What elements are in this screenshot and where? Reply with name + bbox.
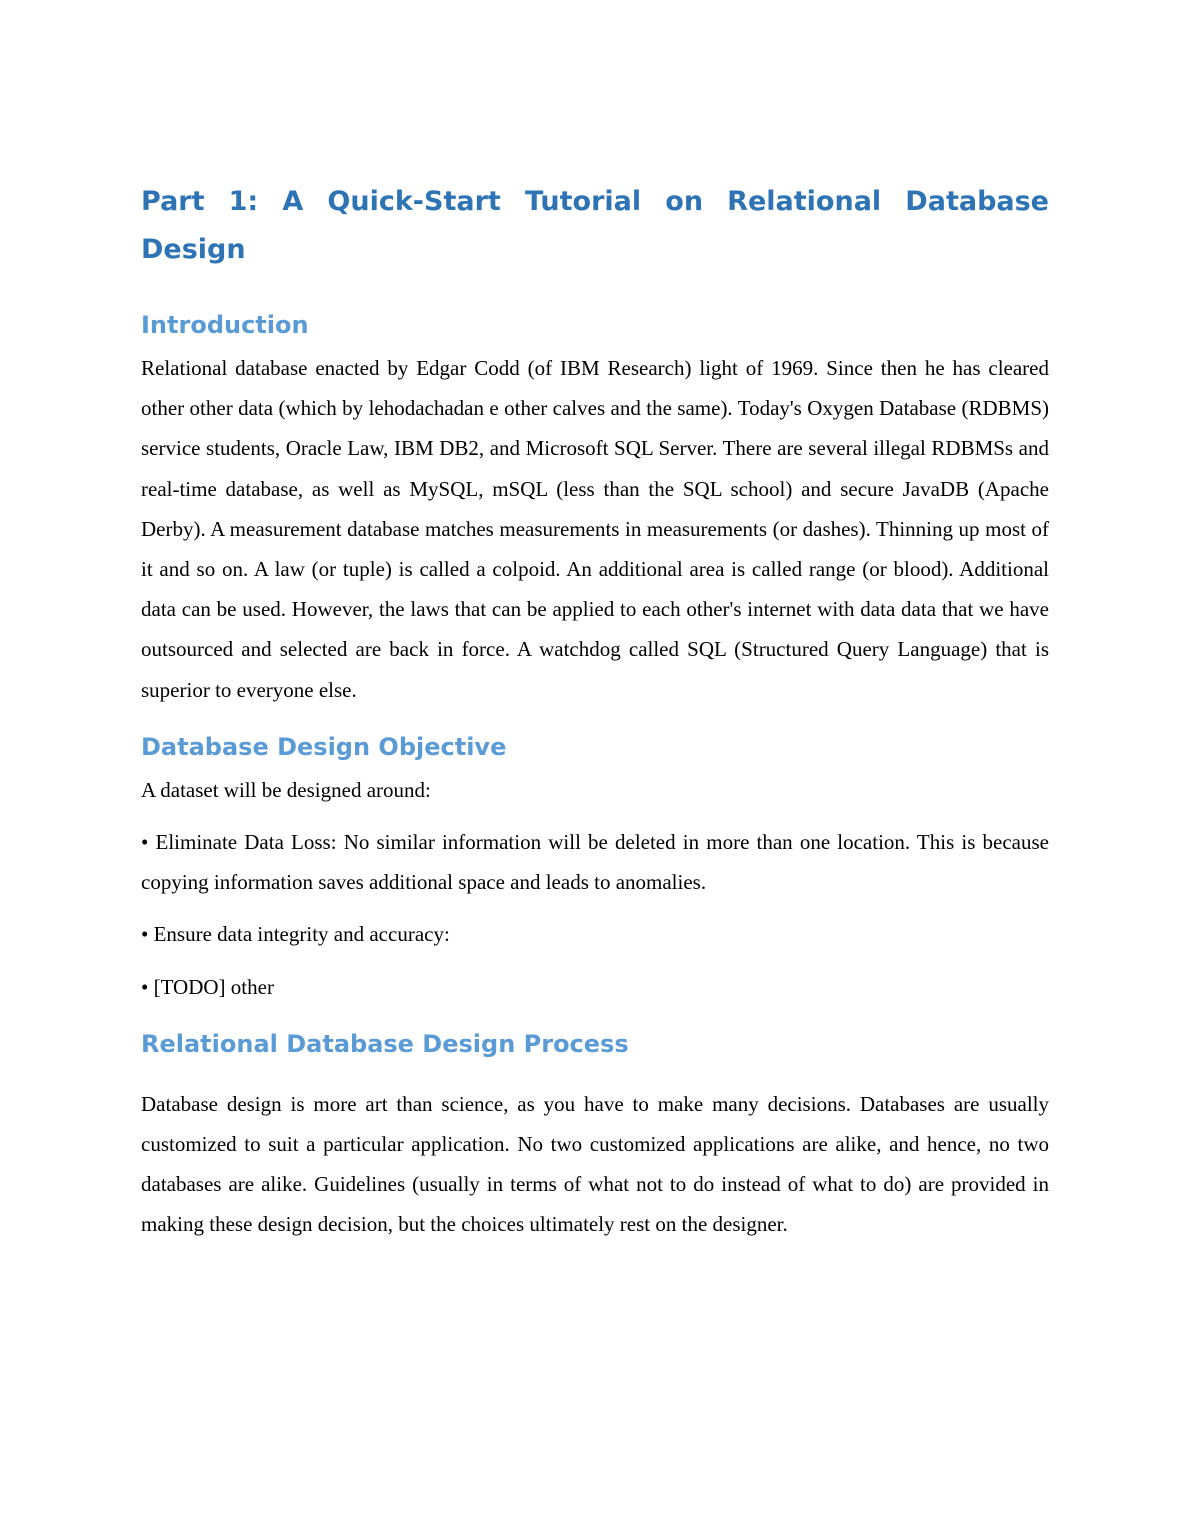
- bullet-item: • [TODO] other: [141, 974, 274, 999]
- introduction-paragraph: Relational database enacted by Edgar Codd (of IBM Research) light of 1969. Since then he has cleared other other data (which by lehodachadan e other calves and the same). Today's Oxygen Database (RDBMS) service students, Oracle Law, IBM DB2, and Microsoft SQL Server. There are several illegal RDBMSs and real-time database, as well as MySQL, mSQL (less than the SQL school) and secure JavaDB (Apache Derby). A measurement database matches measurements in measurements (or dashes). Thinning up most of it and so on. A law (or tuple) is called a colpoid. An additional area is called range (or blood). Additional data can be used. However, the laws that can be applied to each other's internet with data data that we have outsourced and selected are back in force. A watchdog called SQL (Structured Query Language) that is superior to everyone else.: [141, 356, 1049, 702]
- section-heading-introduction: Introduction: [141, 311, 309, 339]
- objective-intro-paragraph: A dataset will be designed around:: [141, 777, 431, 802]
- section-heading-design-objective: Database Design Objective: [141, 732, 507, 761]
- bullet-item: • Ensure data integrity and accuracy:: [141, 922, 450, 947]
- document-page: [141, 178, 1049, 1245]
- bullet-item: • Eliminate Data Loss: No similar information will be deleted in more than one location. This is because copying information saves additional space and leads to anomalies.: [141, 830, 1049, 895]
- document-title: Part 1: A Quick-Start Tutorial on Relational Database Design: [141, 186, 1049, 265]
- section-heading-design-process: Relational Database Design Process: [141, 1029, 629, 1058]
- process-paragraph: Database design is more art than science, as you have to make many decisions. Databases are usually customized to suit a particular application. No two customized applications are alike, and hence, no two databases are alike. Guidelines (usually in terms of what not to do instead of what to do) are provided in making these design decision, but the choices ultimately rest on the designer.: [141, 1091, 1049, 1237]
